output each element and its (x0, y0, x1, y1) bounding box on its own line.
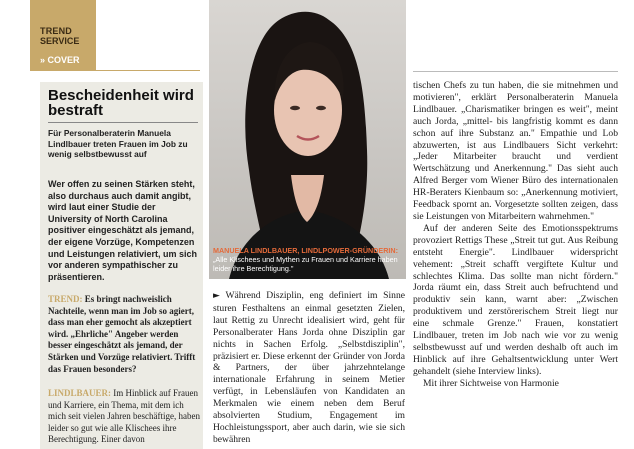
portrait-illustration (209, 0, 406, 279)
right-paragraph-2: Auf der anderen Seite des Emotionsspektrums provoziert Rettigs These „Streit tut gut. Aus Reibung entsteht Energie". Lindlbauer widerspricht vehement: „Streit schafft vergiftete Kultur und schlechtes Klima. Das sollte man nicht fördern." Jorda räumt ein, dass Streit auch befruchtend und produktiv sein kann, warnt aber: „Zwischen produktivem und zerstörerischem Streit liegt nur eine schmale Grenze." Frauen, konstatiert Lindlbauer, treten im Job nach wie vor zu wenig selbstbewusst auf und werden deshalb oft auch im Hinblick auf ihre Gehaltsentwicklung unter Wert gehandelt (siehe Interview links). (413, 222, 618, 377)
question-text: Es bringt nachweislich Nachteile, wenn man im Job so agiert, dass man eher gemocht als akzeptiert wird. „Ehrliche" Angeber werden besser eingeschätzt als jemand, der Stärken und Vorzüge relativiert. Trifft das Frauen besonders? (48, 294, 196, 374)
column-top-rule (413, 71, 618, 72)
article-column-middle (213, 290, 405, 446)
page-margin (0, 0, 30, 449)
right-paragraph-1: tischen Chefs zu tun haben, die sie mitnehmen und motivieren", erklärt Personalberaterin Manuela Lindlbauer. „Charismatiker bringen es weit", meint auch Jorda, „mittel- bis langfristig kommt es dann schon auf ihre Substanz an." Empathie und Lob abzuwerten, ist aus Lindlbauers Sicht verkehrt: „Jeder Mitarbeiter braucht und verdient Wertschätzung und Anerkennung." Das sieht auch Alfred Berger vom Wiener Büro des internationalen HR-Beraters Kienbaum so: „Anerkennung motiviert, Feedback spornt an. Vorgesetzte sollten zeigen, dass sie Leistungen von Mitarbeitern wahrnehmen." (413, 80, 618, 222)
box-intro: Wer offen zu seinen Stärken steht, also durchaus auch damit angibt, wird laut einer Studie der University of North Carolina positiver eingeschätzt als jemand, der eigene Vorzüge, Kompetenzen und Leistungen relativiert, um sich vor anderen sympathischer zu präsentieren. (48, 179, 198, 282)
answer-text: Im Hinblick auf Frauen und Karriere, ein Thema, mit dem ich mich seit vielen Jahren beschäftige, haben leider so gut wie alle Klischees ihre Berechtigung. Einer davon (48, 388, 200, 445)
caption-name: MANUELA LINDLBAUER, LINDLPOWER-GRÜNDERIN: (213, 246, 398, 255)
portrait-photo (209, 0, 406, 279)
section-tag-line1: TREND (40, 26, 72, 36)
middle-column-text: Während Disziplin, eng definiert im Sinne sturen Festhaltens an einmal gesetzten Zielen, laut Rettig zu Unrecht idealisiert wird, geht für Personalberater Hans Jorda ohne Disziplin gar nichts in Sachen Erfolg. „Selbstdisziplin", präzisiert er. Diese erkennt der Gründer von Jorda & Partners, der über jahrzehntelange internationale Erfahrung in seinem Metier verfügt, in Lebensläufen von Kandidaten an Merkmalen wie einem neben dem Beruf absolvierten Studium, Engagement im Hochleistungssport, aber auch darin, wie sie sich bewähren (213, 290, 405, 445)
photo-caption (213, 246, 403, 273)
section-tag-line3: » COVER (40, 55, 80, 65)
box-headline-rule (48, 122, 198, 123)
box-headline: Bescheidenheit wird bestraft (48, 87, 194, 119)
section-divider (30, 70, 200, 71)
answer-label: LINDLBAUER: (48, 388, 112, 398)
box-deck: Für Personalberaterin Manuela Lindlbauer treten Frauen im Job zu wenig selbstbewusst auf (48, 128, 188, 159)
question-label: TREND: (48, 294, 83, 304)
section-tag-line2: SERVICE (40, 36, 80, 46)
right-paragraph-3: Mit ihrer Sichtweise von Harmonie (423, 377, 559, 389)
paragraph-arrow-icon: ► (213, 291, 220, 301)
box-question (48, 294, 200, 375)
article-column-right (413, 80, 618, 390)
caption-quote: „Alle Klischees und Mythen zu Frauen und Karriere haben leider ihre Berechtigung." (213, 255, 398, 273)
interview-box (40, 82, 203, 449)
box-answer (48, 388, 200, 446)
section-tag (30, 0, 96, 70)
